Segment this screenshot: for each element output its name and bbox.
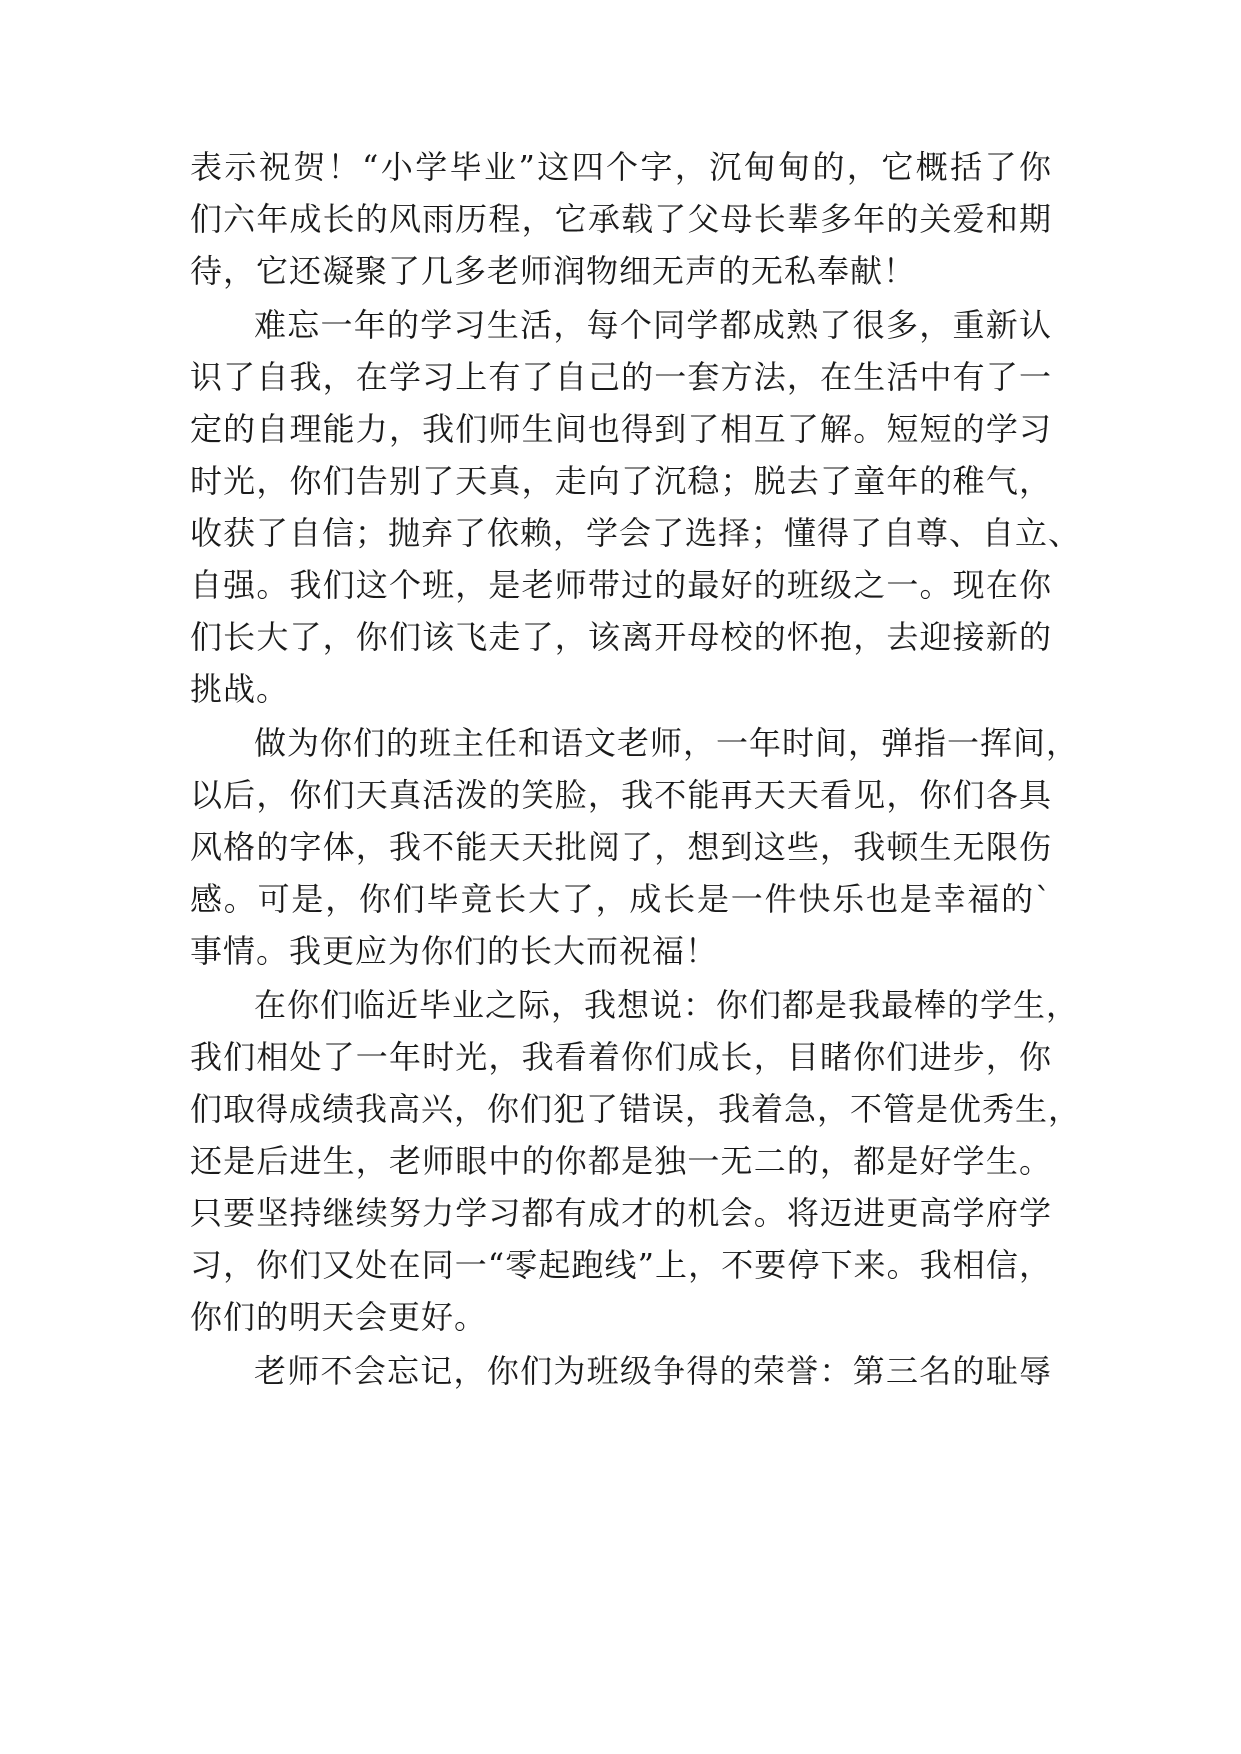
- text-line-5: 识了自我，在学习上有了自己的一套方法，在生活中有了一: [190, 358, 1052, 396]
- text-line-12: 做为你们的班主任和语文老师，一年时间，弹指一挥间，: [254, 724, 1080, 762]
- text-line-11: 挑战。: [190, 670, 290, 708]
- text-line-6: 定的自理能力，我们师生间也得到了相互了解。短短的学习: [190, 410, 1052, 448]
- text-line-16: 事情。我更应为你们的长大而祝福！: [190, 932, 719, 970]
- text-line-20: 还是后进生，老师眼中的你都是独一无二的，都是好学生。: [190, 1142, 1052, 1180]
- text-line-15: 感。可是，你们毕竟长大了，成长是一件快乐也是幸福的`: [190, 880, 1052, 918]
- text-line-24: 老师不会忘记，你们为班级争得的荣誉：第三名的耻辱: [254, 1352, 1052, 1390]
- text-line-14: 风格的字体，我不能天天批阅了，想到这些，我顿生无限伤: [190, 828, 1052, 866]
- text-line-8: 收获了自信；抛弃了依赖，学会了选择；懂得了自尊、自立、: [190, 514, 1082, 552]
- text-line-18: 我们相处了一年时光，我看着你们成长，目睹你们进步，你: [190, 1038, 1052, 1076]
- text-line-22: 习，你们又处在同一“零起跑线”上，不要停下来。我相信，: [190, 1246, 1052, 1284]
- text-line-4: 难忘一年的学习生活，每个同学都成熟了很多，重新认: [254, 306, 1052, 344]
- text-line-7: 时光，你们告别了天真，走向了沉稳；脱去了童年的稚气，: [190, 462, 1052, 500]
- text-line-19: 们取得成绩我高兴，你们犯了错误，我着急，不管是优秀生，: [190, 1090, 1082, 1128]
- text-line-2: 们六年成长的风雨历程，它承载了父母长辈多年的关爱和期: [190, 200, 1052, 238]
- text-line-23: 你们的明天会更好。: [190, 1298, 488, 1336]
- text-line-1: 表示祝贺！“小学毕业”这四个字，沉甸甸的，它概括了你: [190, 148, 1052, 186]
- text-line-3: 待，它还凝聚了几多老师润物细无声的无私奉献！: [190, 252, 917, 290]
- text-line-21: 只要坚持继续努力学习都有成才的机会。将迈进更高学府学: [190, 1194, 1052, 1232]
- text-line-17: 在你们临近毕业之际，我想说：你们都是我最棒的学生，: [254, 986, 1080, 1024]
- text-line-9: 自强。我们这个班，是老师带过的最好的班级之一。现在你: [190, 566, 1052, 604]
- text-line-13: 以后，你们天真活泼的笑脸，我不能再天天看见，你们各具: [190, 776, 1052, 814]
- text-line-10: 们长大了，你们该飞走了，该离开母校的怀抱，去迎接新的: [190, 618, 1052, 656]
